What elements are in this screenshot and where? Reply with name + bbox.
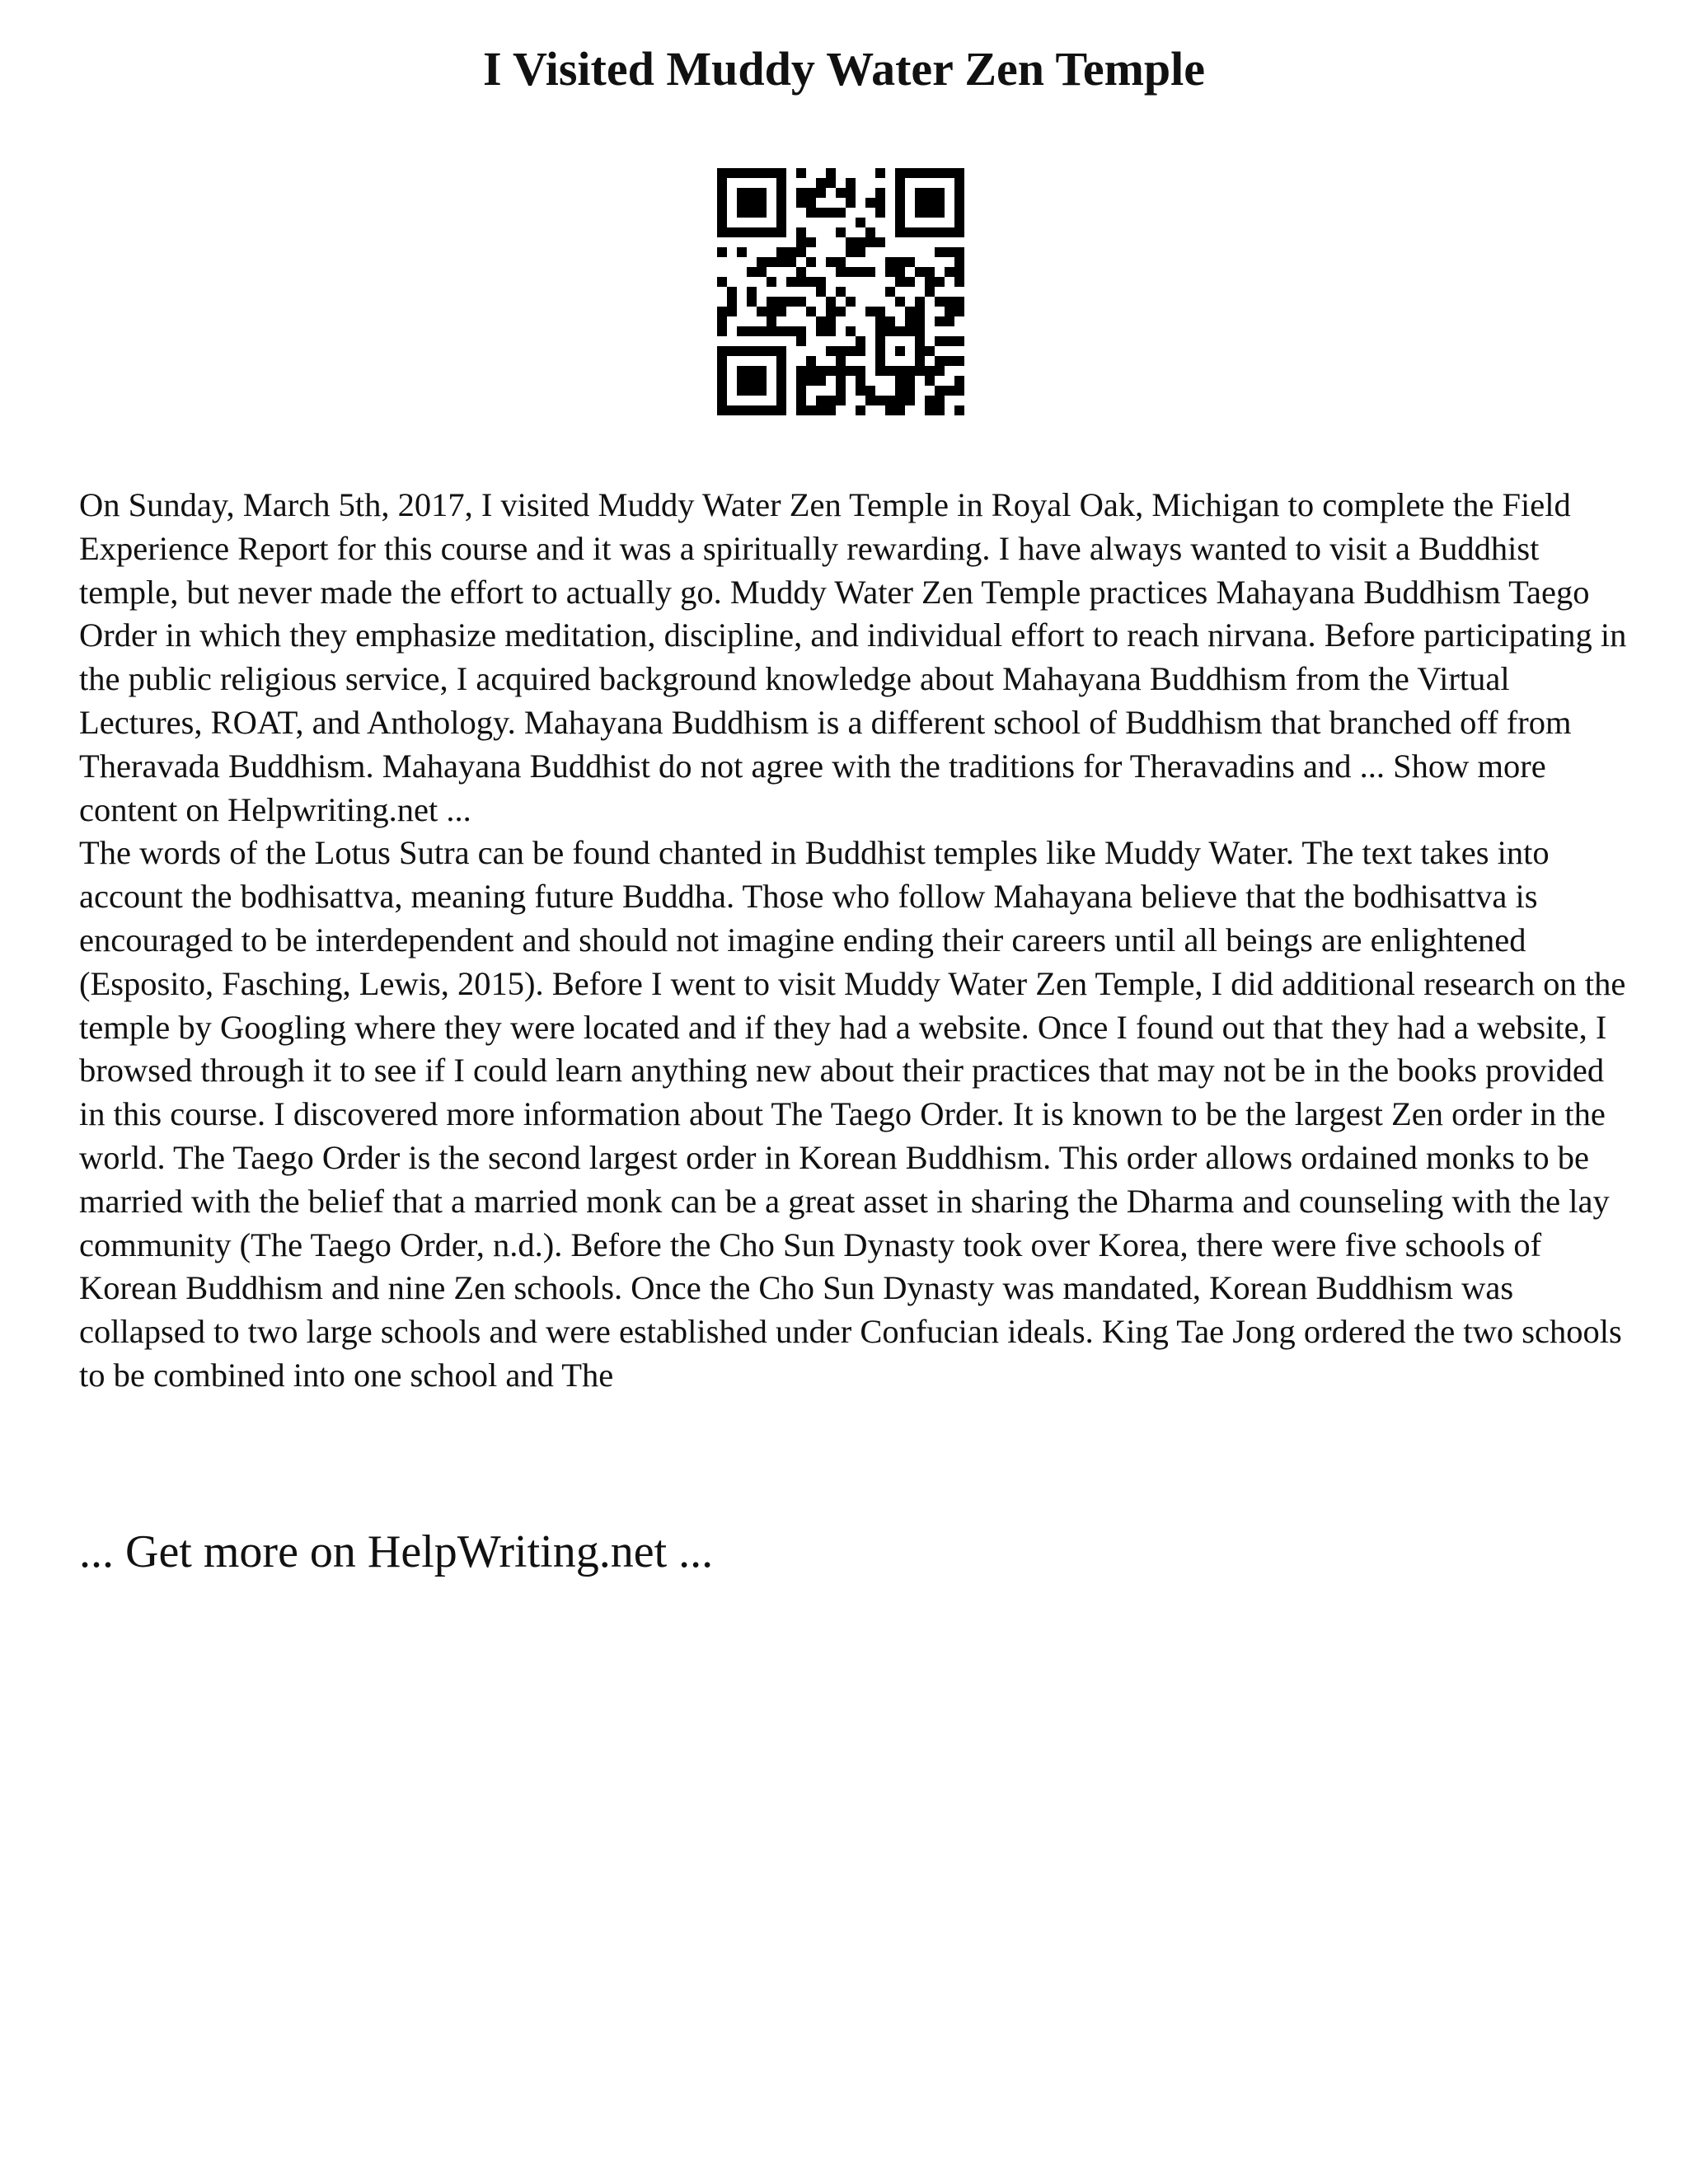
page-title: I Visited Muddy Water Zen Temple [482, 42, 1206, 96]
article-body [79, 484, 1629, 1398]
qr-code-icon[interactable] [717, 168, 964, 415]
paragraph-2: The words of the Lotus Sutra can be found chanted in Buddhist temples like Muddy Water. The text takes into account the bodhisattva, meaning future Buddha. Those who follow Mahayana believe that the bodhisattva is encouraged to be interdependent and should not imagine ending their careers until all beings are enlightened (Esposito, Fasching, Lewis, 2015). Before I went to visit Muddy Water Zen Temple, I did additional research on the temple by Googling where they were located and if they had a website. Once I found out that they had a website, I browsed through it to see if I could learn anything new about their practices that may not be in the books provided in this course. I discovered more information about The Taego Order. It is known to be the largest Zen order in the world. The Taego Order is the second largest order in Korean Buddhism. This order allows ordained monks to be married with the belief that a married monk can be a great asset in sharing the Dharma and counseling with the lay community (The Taego Order, n.d.). Before the Cho Sun Dynasty took over Korea, there were five schools of Korean Buddhism and nine Zen schools. Once the Cho Sun Dynasty was mandated, Korean Buddhism was collapsed to two large schools and were established under Confucian ideals. King Tae Jong ordered the two schools to be combined into one school and The [79, 834, 1626, 1394]
qr-code-graphic [717, 168, 964, 415]
get-more-link[interactable]: ... Get more on HelpWriting.net ... [79, 1526, 714, 1577]
paragraph-1: On Sunday, March 5th, 2017, I visited Muddy Water Zen Temple in Royal Oak, Michigan to complete the Field Experience Report for this course and it was a spiritually rewarding. I have always wanted to visit a Buddhist temple, but never made the effort to actually go. Muddy Water Zen Temple practices Mahayana Buddhism Taego Order in which they emphasize meditation, discipline, and individual effort to reach nirvana. Before participating in the public religious service, I acquired background knowledge about Mahayana Buddhism from the Virtual Lectures, ROAT, and Anthology. Mahayana Buddhism is a different school of Buddhism that branched off from Theravada Buddhism. Mahayana Buddhist do not agree with the traditions for Theravadins and ... Show more content on Helpwriting.net ... [79, 486, 1627, 828]
